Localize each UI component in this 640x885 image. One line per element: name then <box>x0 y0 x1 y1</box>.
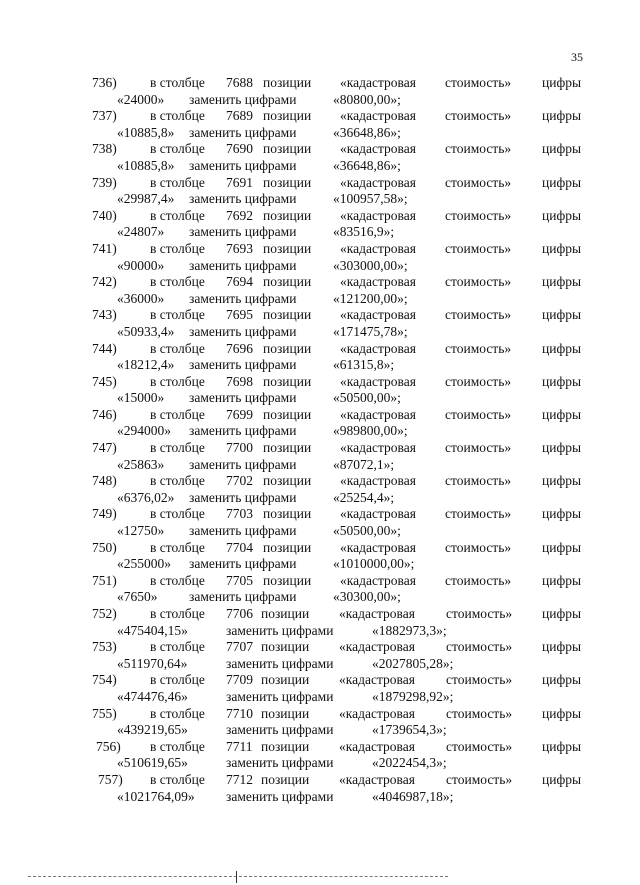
entry-cadastral-word: «кадастровая <box>340 373 416 389</box>
amendment-entry <box>0 175 640 208</box>
entry-new-value: «1010000,00»; <box>333 556 415 572</box>
entry-digits-word: цифры <box>542 572 582 588</box>
entry-digits-word: цифры <box>542 738 582 754</box>
entry-new-value: «50500,00»; <box>333 390 401 406</box>
entry-value-word: стоимость» <box>445 240 512 256</box>
entry-old-value: «50933,4» <box>117 323 175 339</box>
entry-new-value: «1882973,3»; <box>372 622 447 638</box>
entry-replace-phrase: заменить цифрами <box>226 755 334 771</box>
entry-cadastral-word: «кадастровая <box>339 672 415 688</box>
entry-value-word: стоимость» <box>445 506 512 522</box>
entry-position-word: позиции <box>263 440 312 456</box>
entry-number: 737) <box>92 108 117 124</box>
entry-cadastral-word: «кадастровая <box>340 539 416 555</box>
entry-new-value: «50500,00»; <box>333 523 401 539</box>
entry-column-phrase: в столбце <box>150 440 205 456</box>
entry-column-number: 7704 <box>226 539 253 555</box>
amendment-list <box>0 75 640 805</box>
entry-number: 753) <box>92 639 117 655</box>
entry-cadastral-word: «кадастровая <box>339 606 415 621</box>
entry-old-value: «1021764,09» <box>117 788 195 804</box>
entry-position-word: позиции <box>261 672 310 688</box>
entry-digits-word: цифры <box>542 672 582 688</box>
entry-new-value: «30300,00»; <box>333 589 401 605</box>
amendment-entry <box>0 75 640 108</box>
entry-column-number: 7696 <box>226 340 253 356</box>
entry-digits-word: цифры <box>542 274 582 290</box>
entry-old-value: «90000» <box>117 257 165 273</box>
entry-column-number: 7691 <box>226 174 253 190</box>
entry-cadastral-word: «кадастровая <box>340 75 416 90</box>
amendment-entry <box>0 573 640 606</box>
entry-new-value: «25254,4»; <box>333 489 395 505</box>
entry-position-word: позиции <box>263 274 312 290</box>
amendment-entry <box>0 540 640 573</box>
entry-column-phrase: в столбце <box>150 274 205 290</box>
entry-number: 745) <box>92 373 117 389</box>
entry-column-phrase: в столбце <box>150 141 205 157</box>
entry-position-word: позиции <box>263 406 312 422</box>
entry-value-word: стоимость» <box>446 672 513 688</box>
entry-digits-word: цифры <box>542 75 582 90</box>
entry-cadastral-word: «кадастровая <box>340 506 416 522</box>
entry-new-value: «121200,00»; <box>333 290 408 306</box>
entry-old-value: «36000» <box>117 290 165 306</box>
entry-number: 744) <box>92 340 117 356</box>
entry-column-phrase: в столбце <box>150 207 205 223</box>
amendment-entry <box>0 506 640 539</box>
entry-column-phrase: в столбце <box>150 307 205 323</box>
entry-value-word: стоимость» <box>445 307 512 323</box>
entry-value-word: стоимость» <box>446 639 513 655</box>
entry-replace-phrase: заменить цифрами <box>189 91 297 107</box>
entry-column-number: 7698 <box>226 373 253 389</box>
entry-old-value: «10885,8» <box>117 124 175 140</box>
entry-column-phrase: в столбце <box>150 340 205 356</box>
entry-cadastral-word: «кадастровая <box>340 174 416 190</box>
entry-old-value: «12750» <box>117 523 165 539</box>
entry-replace-phrase: заменить цифрами <box>189 523 297 539</box>
entry-replace-phrase: заменить цифрами <box>189 257 297 273</box>
entry-old-value: «294000» <box>117 423 171 439</box>
entry-position-word: позиции <box>261 738 310 754</box>
entry-replace-phrase: заменить цифрами <box>189 556 297 572</box>
entry-position-word: позиции <box>263 240 312 256</box>
entry-cadastral-word: «кадастровая <box>340 406 416 422</box>
entry-old-value: «6376,02» <box>117 489 175 505</box>
entry-column-number: 7703 <box>226 506 253 522</box>
entry-cadastral-word: «кадастровая <box>340 307 416 323</box>
entry-cadastral-word: «кадастровая <box>339 771 415 787</box>
entry-digits-word: цифры <box>542 174 582 190</box>
entry-value-word: стоимость» <box>445 274 512 290</box>
entry-value-word: стоимость» <box>445 406 512 422</box>
entry-digits-word: цифры <box>542 340 582 356</box>
amendment-entry <box>0 108 640 141</box>
entry-replace-phrase: заменить цифрами <box>189 124 297 140</box>
entry-value-word: стоимость» <box>445 108 512 124</box>
entry-digits-word: цифры <box>542 240 582 256</box>
entry-cadastral-word: «кадастровая <box>339 705 415 721</box>
page-number: 35 <box>571 50 583 64</box>
entry-cadastral-word: «кадастровая <box>339 738 415 754</box>
amendment-entry <box>0 473 640 506</box>
amendment-entry <box>0 407 640 440</box>
entry-old-value: «510619,65» <box>117 755 188 771</box>
entry-position-word: позиции <box>263 539 312 555</box>
entry-column-number: 7709 <box>226 672 253 688</box>
entry-number: 751) <box>92 572 117 588</box>
entry-position-word: позиции <box>263 473 312 489</box>
entry-column-number: 7707 <box>226 639 253 655</box>
entry-position-word: позиции <box>263 141 312 157</box>
entry-replace-phrase: заменить цифрами <box>226 788 334 804</box>
entry-replace-phrase: заменить цифрами <box>226 688 334 704</box>
entry-replace-phrase: заменить цифрами <box>226 655 334 671</box>
entry-new-value: «1879298,92»; <box>372 688 454 704</box>
entry-replace-phrase: заменить цифрами <box>189 323 297 339</box>
entry-value-word: стоимость» <box>445 174 512 190</box>
entry-value-word: стоимость» <box>445 207 512 223</box>
entry-column-number: 7710 <box>226 705 253 721</box>
entry-position-word: позиции <box>261 705 310 721</box>
amendment-entry <box>0 639 640 672</box>
entry-position-word: позиции <box>261 639 310 655</box>
amendment-entry <box>0 672 640 705</box>
entry-digits-word: цифры <box>542 207 582 223</box>
amendment-entry <box>0 440 640 473</box>
entry-position-word: позиции <box>263 340 312 356</box>
entry-column-phrase: в столбце <box>150 639 205 655</box>
entry-digits-word: цифры <box>542 506 582 522</box>
entry-new-value: «87072,1»; <box>333 456 395 472</box>
entry-value-word: стоимость» <box>446 738 513 754</box>
entry-new-value: «36648,86»; <box>333 124 401 140</box>
entry-new-value: «36648,86»; <box>333 157 401 173</box>
entry-position-word: позиции <box>263 373 312 389</box>
entry-column-phrase: в столбце <box>150 406 205 422</box>
entry-new-value: «100957,58»; <box>333 191 408 207</box>
entry-value-word: стоимость» <box>445 440 512 456</box>
entry-column-phrase: в столбце <box>150 572 205 588</box>
entry-column-number: 7706 <box>226 606 253 621</box>
footer-divider <box>28 876 448 877</box>
entry-replace-phrase: заменить цифрами <box>189 224 297 240</box>
entry-position-word: позиции <box>263 307 312 323</box>
entry-value-word: стоимость» <box>445 473 512 489</box>
entry-column-number: 7702 <box>226 473 253 489</box>
entry-column-number: 7700 <box>226 440 253 456</box>
entry-column-phrase: в столбце <box>150 539 205 555</box>
amendment-entry <box>0 706 640 739</box>
amendment-entry <box>0 739 640 772</box>
footer-tick-mark <box>236 871 237 883</box>
entry-replace-phrase: заменить цифрами <box>226 622 334 638</box>
entry-new-value: «303000,00»; <box>333 257 408 273</box>
entry-number: 736) <box>92 75 117 90</box>
entry-column-number: 7711 <box>226 738 253 754</box>
amendment-entry <box>0 274 640 307</box>
entry-value-word: стоимость» <box>445 141 512 157</box>
entry-position-word: позиции <box>263 572 312 588</box>
entry-replace-phrase: заменить цифрами <box>189 290 297 306</box>
amendment-entry <box>0 772 640 805</box>
entry-replace-phrase: заменить цифрами <box>189 456 297 472</box>
amendment-entry <box>0 141 640 174</box>
entry-cadastral-word: «кадастровая <box>340 274 416 290</box>
entry-replace-phrase: заменить цифрами <box>189 423 297 439</box>
entry-replace-phrase: заменить цифрами <box>189 157 297 173</box>
entry-column-phrase: в столбце <box>150 738 205 754</box>
entry-new-value: «80800,00»; <box>333 91 401 107</box>
entry-cadastral-word: «кадастровая <box>340 572 416 588</box>
entry-number: 752) <box>92 606 117 621</box>
entry-cadastral-word: «кадастровая <box>340 207 416 223</box>
entry-column-phrase: в столбце <box>150 174 205 190</box>
entry-cadastral-word: «кадастровая <box>340 141 416 157</box>
amendment-entry <box>0 341 640 374</box>
entry-column-number: 7693 <box>226 240 253 256</box>
entry-position-word: позиции <box>263 75 312 90</box>
entry-number: 742) <box>92 274 117 290</box>
entry-value-word: стоимость» <box>445 75 512 90</box>
entry-digits-word: цифры <box>542 108 582 124</box>
entry-position-word: позиции <box>263 207 312 223</box>
entry-new-value: «83516,9»; <box>333 224 395 240</box>
entry-number: 754) <box>92 672 117 688</box>
entry-replace-phrase: заменить цифрами <box>189 589 297 605</box>
entry-digits-word: цифры <box>542 141 582 157</box>
entry-old-value: «255000» <box>117 556 171 572</box>
entry-replace-phrase: заменить цифрами <box>226 722 334 738</box>
entry-position-word: позиции <box>261 771 310 787</box>
entry-column-phrase: в столбце <box>150 75 205 90</box>
entry-new-value: «61315,8»; <box>333 357 395 373</box>
entry-column-number: 7705 <box>226 572 253 588</box>
entry-new-value: «1739654,3»; <box>372 722 447 738</box>
entry-digits-word: цифры <box>542 373 582 389</box>
entry-number: 749) <box>92 506 117 522</box>
entry-cadastral-word: «кадастровая <box>339 639 415 655</box>
entry-number: 757) <box>98 771 123 787</box>
entry-new-value: «989800,00»; <box>333 423 408 439</box>
entry-old-value: «10885,8» <box>117 157 175 173</box>
entry-old-value: «439219,65» <box>117 722 188 738</box>
entry-number: 743) <box>92 307 117 323</box>
entry-column-number: 7695 <box>226 307 253 323</box>
entry-number: 739) <box>92 174 117 190</box>
entry-digits-word: цифры <box>542 406 582 422</box>
entry-old-value: «475404,15» <box>117 622 188 638</box>
entry-number: 756) <box>96 738 121 754</box>
entry-number: 755) <box>92 705 117 721</box>
entry-number: 738) <box>92 141 117 157</box>
entry-replace-phrase: заменить цифрами <box>189 489 297 505</box>
entry-replace-phrase: заменить цифрами <box>189 191 297 207</box>
entry-replace-phrase: заменить цифрами <box>189 390 297 406</box>
entry-new-value: «2027805,28»; <box>372 655 454 671</box>
amendment-entry <box>0 241 640 274</box>
entry-old-value: «29987,4» <box>117 191 175 207</box>
entry-number: 740) <box>92 207 117 223</box>
entry-position-word: позиции <box>263 506 312 522</box>
entry-digits-word: цифры <box>542 539 582 555</box>
entry-column-phrase: в столбце <box>150 506 205 522</box>
entry-old-value: «25863» <box>117 456 165 472</box>
entry-digits-word: цифры <box>542 771 582 787</box>
entry-digits-word: цифры <box>542 606 582 621</box>
entry-digits-word: цифры <box>542 639 582 655</box>
entry-number: 747) <box>92 440 117 456</box>
entry-column-phrase: в столбце <box>150 108 205 124</box>
entry-column-number: 7712 <box>226 771 253 787</box>
entry-position-word: позиции <box>261 606 310 621</box>
amendment-entry <box>0 606 640 639</box>
entry-old-value: «24807» <box>117 224 165 240</box>
entry-cadastral-word: «кадастровая <box>340 240 416 256</box>
entry-column-number: 7699 <box>226 406 253 422</box>
entry-column-phrase: в столбце <box>150 240 205 256</box>
entry-digits-word: цифры <box>542 440 582 456</box>
entry-value-word: стоимость» <box>446 606 513 621</box>
entry-replace-phrase: заменить цифрами <box>189 357 297 373</box>
entry-value-word: стоимость» <box>445 373 512 389</box>
entry-position-word: позиции <box>263 174 312 190</box>
entry-column-phrase: в столбце <box>150 705 205 721</box>
entry-column-number: 7694 <box>226 274 253 290</box>
entry-new-value: «171475,78»; <box>333 323 408 339</box>
entry-old-value: «15000» <box>117 390 165 406</box>
amendment-entry <box>0 374 640 407</box>
entry-cadastral-word: «кадастровая <box>340 340 416 356</box>
entry-number: 748) <box>92 473 117 489</box>
entry-value-word: стоимость» <box>445 572 512 588</box>
entry-old-value: «7650» <box>117 589 158 605</box>
entry-column-number: 7688 <box>226 75 253 90</box>
entry-column-phrase: в столбце <box>150 606 205 621</box>
entry-digits-word: цифры <box>542 473 582 489</box>
entry-column-number: 7690 <box>226 141 253 157</box>
entry-number: 746) <box>92 406 117 422</box>
entry-column-phrase: в столбце <box>150 473 205 489</box>
entry-new-value: «2022454,3»; <box>372 755 447 771</box>
entry-new-value: «4046987,18»; <box>372 788 454 804</box>
entry-value-word: стоимость» <box>445 539 512 555</box>
entry-cadastral-word: «кадастровая <box>340 108 416 124</box>
amendment-entry <box>0 208 640 241</box>
entry-digits-word: цифры <box>542 307 582 323</box>
entry-old-value: «474476,46» <box>117 688 188 704</box>
entry-column-phrase: в столбце <box>150 373 205 389</box>
entry-old-value: «18212,4» <box>117 357 175 373</box>
entry-number: 741) <box>92 240 117 256</box>
entry-column-number: 7689 <box>226 108 253 124</box>
entry-number: 750) <box>92 539 117 555</box>
entry-cadastral-word: «кадастровая <box>340 440 416 456</box>
entry-cadastral-word: «кадастровая <box>340 473 416 489</box>
entry-column-phrase: в столбце <box>150 672 205 688</box>
amendment-entry <box>0 307 640 340</box>
entry-column-phrase: в столбце <box>150 771 205 787</box>
entry-position-word: позиции <box>263 108 312 124</box>
entry-value-word: стоимость» <box>445 340 512 356</box>
entry-value-word: стоимость» <box>446 771 513 787</box>
entry-digits-word: цифры <box>542 705 582 721</box>
entry-old-value: «24000» <box>117 91 165 107</box>
entry-old-value: «511970,64» <box>117 655 188 671</box>
entry-column-number: 7692 <box>226 207 253 223</box>
entry-value-word: стоимость» <box>446 705 513 721</box>
